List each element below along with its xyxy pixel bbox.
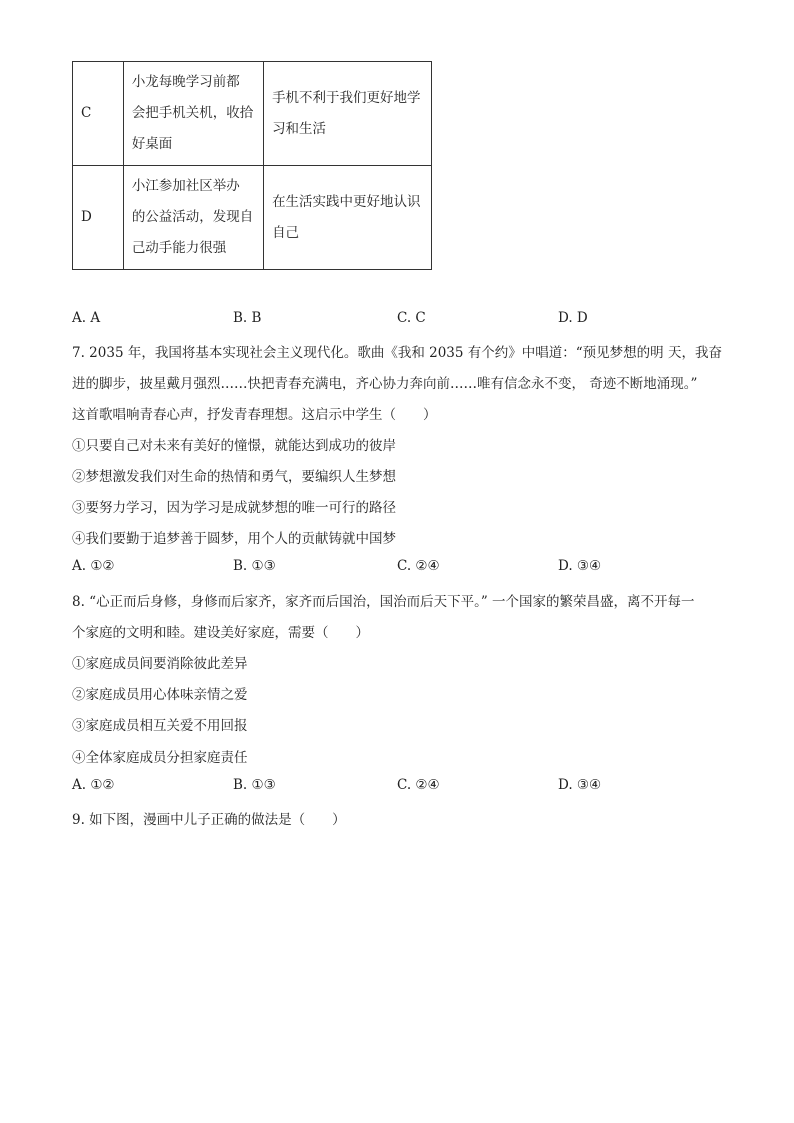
cell-line: 的公益活动，发现自 bbox=[131, 209, 254, 225]
q8-option: ④全体家庭成员分担家庭责任 bbox=[72, 750, 248, 766]
q8-stem-line: 8. “心正而后身修，身修而后家齐，家齐而后国治，国治而后天下平。” 一个国家的繁荣昌盛，离不开每一 bbox=[72, 594, 695, 610]
cell-line: 会把手机关机，收拾 bbox=[131, 105, 254, 121]
row-letter: C bbox=[73, 62, 124, 166]
row-letter: D bbox=[73, 166, 124, 270]
q7-option: ①只要自己对未来有美好的憧憬，就能达到成功的彼岸 bbox=[72, 438, 396, 454]
q8-option: ②家庭成员用心体味亲情之爱 bbox=[72, 687, 248, 703]
cell-line: 在生活实践中更好地认识 bbox=[272, 193, 421, 210]
q8-choice-c: C. ②④ bbox=[397, 777, 440, 793]
q6-choice-c: C. C bbox=[397, 310, 426, 326]
q7-choice-c: C. ②④ bbox=[397, 558, 440, 574]
table-row bbox=[73, 166, 432, 270]
q8-choice-a: A. ①② bbox=[72, 777, 115, 793]
q7-option: ③要努力学习，因为学习是成就梦想的唯一可行的路径 bbox=[72, 500, 396, 516]
cell-line: 自己 bbox=[272, 224, 300, 241]
q7-stem-line: 7. 2035 年，我国将基本实现社会主义现代化。歌曲《我和 2035 有个约》中唱道：“预见梦想的明 天，我奋 bbox=[72, 345, 722, 361]
cell-line: 己动手能力很强 bbox=[131, 240, 227, 256]
cell-line: 习和生活 bbox=[272, 120, 327, 137]
q7-choice-a: A. ①② bbox=[72, 558, 115, 574]
analysis-cell bbox=[264, 166, 432, 270]
q8-choice-b: B. ①③ bbox=[233, 777, 276, 793]
scenario-cell bbox=[123, 62, 263, 166]
q6-choice-b: B. B bbox=[233, 310, 262, 326]
q7-option: ④我们要勤于追梦善于圆梦，用个人的贡献铸就中国梦 bbox=[72, 531, 396, 547]
cell-line: 手机不利于我们更好地学 bbox=[272, 89, 421, 106]
q9-stem: 9. 如下图，漫画中儿子正确的做法是（ ） bbox=[72, 812, 346, 828]
analysis-cell bbox=[264, 62, 432, 166]
q8-choice-d: D. ③④ bbox=[558, 777, 602, 793]
q6-choice-d: D. D bbox=[558, 310, 588, 326]
q8-option: ①家庭成员间要消除彼此差异 bbox=[72, 656, 248, 672]
q6-choice-a: A. A bbox=[72, 310, 101, 326]
cell-line: 小江参加社区举办 bbox=[131, 178, 240, 194]
table-row bbox=[73, 62, 432, 166]
cell-line: 小龙每晚学习前都 bbox=[131, 74, 240, 90]
cell-line: 好桌面 bbox=[131, 136, 173, 152]
q7-option: ②梦想激发我们对生命的热情和勇气，要编织人生梦想 bbox=[72, 469, 396, 485]
q8-stem-line: 个家庭的文明和睦。建设美好家庭，需要（ ） bbox=[72, 625, 369, 641]
q7-choice-d: D. ③④ bbox=[558, 558, 602, 574]
q8-option: ③家庭成员相互关爱不用回报 bbox=[72, 718, 248, 734]
scenario-cell bbox=[123, 166, 263, 270]
options-table bbox=[72, 61, 432, 270]
q7-stem-line: 进的脚步，披星戴月强烈……快把青春充满电，齐心协力奔向前……唯有信念永不变， 奇迹不断地涌现。” bbox=[72, 376, 698, 392]
q7-stem-line: 这首歌唱响青春心声，抒发青春理想。这启示中学生（ ） bbox=[72, 407, 437, 423]
q7-choice-b: B. ①③ bbox=[233, 558, 276, 574]
